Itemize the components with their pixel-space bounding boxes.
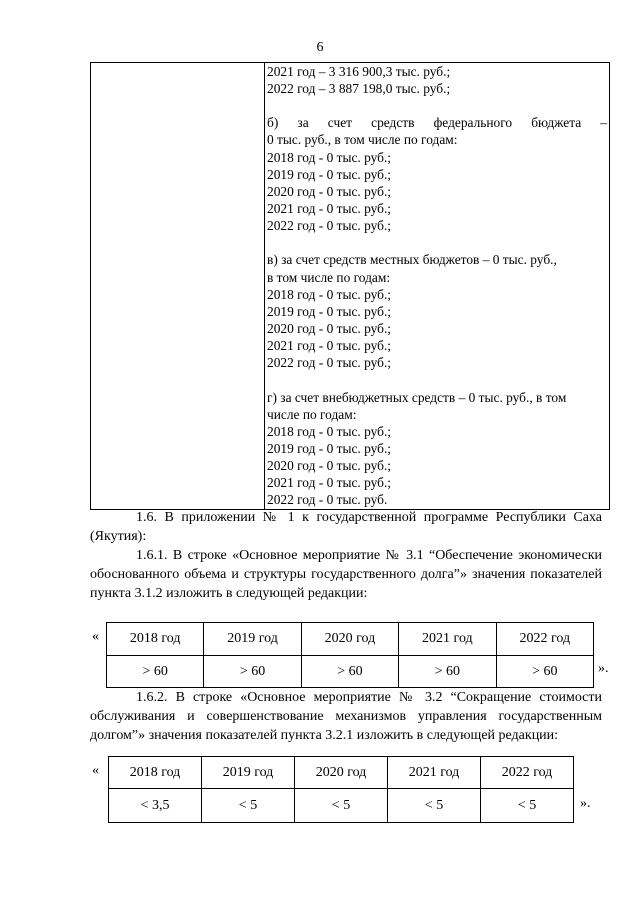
funding-line: 2022 год - 0 тыс. руб.: [267, 492, 388, 508]
table1-value-cell: > 60: [301, 656, 398, 688]
funding-line: числе по годам:: [267, 406, 357, 422]
paragraph-1-6: 1.6. В приложении № 1 к государственной программе Республики Саха (Якутия):: [90, 510, 602, 544]
table1-header-cell: 2020 год: [301, 623, 398, 656]
funding-line: в) за счет средств местных бюджетов – 0 тыс. руб.,: [267, 252, 557, 268]
funding-line: 2021 год - 0 тыс. руб.;: [267, 201, 392, 217]
funding-table-text-cell: [265, 63, 610, 510]
funding-line: 2018 год - 0 тыс. руб.;: [267, 286, 392, 302]
funding-line: 2022 год – 3 887 198,0 тыс. руб.;: [267, 81, 451, 97]
table2-value-cell: < 5: [388, 789, 481, 823]
table1-value-cell: > 60: [107, 656, 204, 688]
funding-line: 2020 год - 0 тыс. руб.;: [267, 458, 392, 474]
table2-header-cell: 2020 год: [295, 757, 388, 789]
funding-table-empty-cell: [91, 63, 265, 510]
funding-blank-line: [267, 372, 607, 389]
table1-header-cell: 2022 год: [496, 623, 593, 656]
funding-line: 2018 год - 0 тыс. руб.;: [267, 149, 392, 165]
table2-quote-open: «: [92, 763, 99, 778]
table2-value-cell: < 3,5: [109, 789, 202, 823]
funding-line: 2022 год - 0 тыс. руб.;: [267, 355, 392, 371]
table1-value-cell: > 60: [496, 656, 593, 688]
table1-header-cell: 2019 год: [204, 623, 301, 656]
paragraph-1-6-1: 1.6.1. В строке «Основное мероприятие № 3.1 “Обеспечение экономически обоснованного объема и структуры государственного долга”» значения показателей пункта 3.1.2 изложить в следующей редакции:: [90, 548, 602, 601]
table2-header-cell: 2019 год: [202, 757, 295, 789]
funding-line: 2018 год - 0 тыс. руб.;: [267, 423, 392, 439]
funding-line: 2021 год – 3 316 900,3 тыс. руб.;: [267, 64, 451, 79]
funding-line: 2022 год - 0 тыс. руб.;: [267, 218, 392, 234]
table1-header-cell: 2018 год: [107, 623, 204, 656]
table2-header-cell: 2018 год: [109, 757, 202, 789]
table2-header-cell: 2022 год: [481, 757, 574, 789]
funding-lines: [265, 63, 609, 509]
table1-quote-open: «: [92, 629, 99, 644]
table2-value-cell: < 5: [295, 789, 388, 823]
table1-header-cell: 2021 год: [399, 623, 496, 656]
table1-value-cell: > 60: [399, 656, 496, 688]
funding-blank-line: [267, 234, 607, 251]
funding-blank-line: [267, 97, 607, 114]
table2-value-cell: < 5: [202, 789, 295, 823]
funding-line: 2019 год - 0 тыс. руб.;: [267, 166, 392, 182]
funding-line: б) за счет средств федерального бюджета –: [267, 115, 607, 131]
indicator-table-3-2-1: [108, 756, 574, 823]
funding-line: 0 тыс. руб., в том числе по годам:: [267, 132, 458, 148]
table1-quote-close: ».: [598, 661, 609, 676]
funding-line: 2020 год - 0 тыс. руб.;: [267, 321, 392, 337]
table1-value-cell: > 60: [204, 656, 301, 688]
funding-line: 2021 год - 0 тыс. руб.;: [267, 475, 392, 491]
funding-line: в том числе по годам:: [267, 269, 391, 285]
table2-quote-close: ».: [580, 796, 591, 811]
table2-value-cell: < 5: [481, 789, 574, 823]
indicator-table-3-1-2: [106, 622, 594, 688]
funding-line: 2019 год - 0 тыс. руб.;: [267, 303, 392, 319]
funding-line: 2020 год - 0 тыс. руб.;: [267, 183, 392, 199]
funding-line: 2019 год - 0 тыс. руб.;: [267, 440, 392, 456]
paragraph-1-6-2: 1.6.2. В строке «Основное мероприятие № 3.2 “Сокращение стоимости обслуживания и совершенствование механизмов управления государственным долгом”» значения показателей пункта 3.2.1 изложить в следующей редакции:: [90, 690, 602, 743]
funding-line: г) за счет внебюджетных средств – 0 тыс. руб., в том: [267, 389, 567, 405]
page-number: 6: [316, 40, 324, 55]
funding-table: [90, 62, 610, 510]
table2-header-cell: 2021 год: [388, 757, 481, 789]
funding-line: 2021 год - 0 тыс. руб.;: [267, 338, 392, 354]
